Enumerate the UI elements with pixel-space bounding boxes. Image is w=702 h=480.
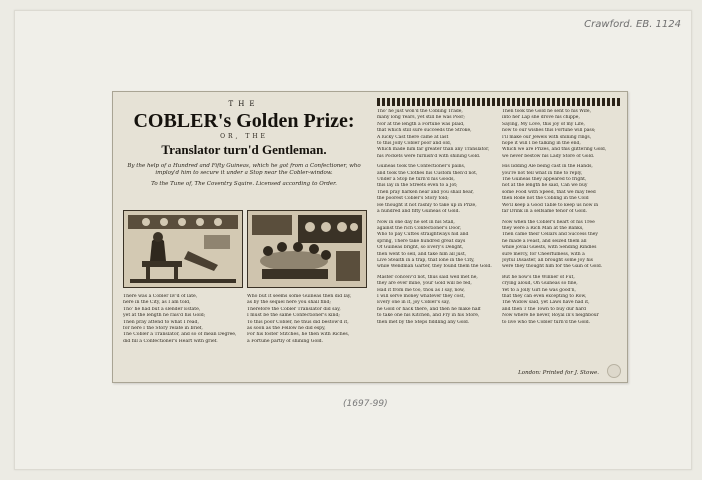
- verse-line: Then came their Cellars and Success they: [502, 232, 598, 238]
- verse-line: We'll keep a Good Table to keep us now in: [502, 202, 599, 208]
- stanza: [502, 164, 621, 215]
- verse-line: against the rich Confectioner's Door,: [377, 225, 462, 231]
- verse-line: he made a Feast, and seized them all: [502, 238, 587, 244]
- title-the: THE: [228, 100, 260, 108]
- verse-line: Who to pay Cuttes straightways hid and: [377, 232, 469, 238]
- verse-line: yet at the length he rais'd his Gold;: [123, 313, 206, 319]
- verse-line: I will serve money whatever they cost,: [377, 293, 465, 299]
- left-panel: [119, 98, 369, 374]
- title-subtitle: Translator turn'd Gentleman.: [161, 142, 327, 157]
- verse-line: A lucky Cast there came at last: [377, 134, 449, 140]
- verse-line: Who but it seems some Guineas then did lay,: [247, 294, 352, 299]
- collection-stamp: [607, 364, 621, 378]
- verse-line: His lidding Ale being cast in the Hands,: [502, 164, 593, 170]
- verse-line: for here I the Story relate in brief,: [123, 326, 203, 332]
- verse-line: while Wendman Garter, they found them the Gold.: [377, 264, 492, 270]
- verse-line: The Widow said, yet Laws have had it,: [502, 300, 590, 306]
- left-verse-column-b: [247, 294, 363, 345]
- verse-line: he Gold or hack there, and then he make half: [377, 306, 481, 312]
- verse-line: that which still sure succeeds the Stroke,: [377, 128, 472, 134]
- title-main: COBLER's Golden Prize:: [133, 110, 355, 132]
- pencil-reference: Crawford. EB. 1124: [584, 19, 681, 30]
- right-panel: [377, 98, 621, 374]
- verse-line: a hundred and fifty Guineas of Gold.: [377, 209, 460, 215]
- verse-line: spring, There take hundred great days: [377, 238, 466, 244]
- verse-line: Had it from me too, thou as I say, now,: [377, 287, 465, 293]
- verse-line: were they thought him for the Gain of Gold.: [502, 264, 603, 270]
- printer-ornament: [377, 98, 621, 106]
- verse-line: Which made him far greater than any Translator,: [377, 147, 490, 153]
- verse-line: and took the Clothes his Custom then'd not,: [377, 170, 478, 176]
- verse-line: Saying, My Love, this joy of my Life,: [502, 121, 585, 127]
- verse-line: Then took the Gold he sent to his Wife,: [502, 109, 592, 114]
- verse-line: as by the sequel here you shall find;: [247, 300, 331, 306]
- verse-line: hope it will I be talking in the end,: [502, 141, 581, 147]
- left-verse-column-a: [123, 294, 239, 345]
- verse-line: The Cobler a Translator, and so of mean Degree,: [123, 332, 237, 338]
- verse-line: they were a Rich Man at the Banks,: [502, 225, 584, 231]
- verse-line: to take one his Kitchen, and Fry in his Store,: [377, 313, 480, 319]
- verse-line: while jovial Guests, with Sending Rindles: [502, 245, 597, 251]
- verse-line: they are ever mine, your Gold will be fed,: [377, 281, 472, 287]
- verse-line: Joyful Disaster, all brought some Joy his: [502, 257, 593, 263]
- verse-line: I'll make our Jewels with shining rings,: [502, 134, 592, 140]
- stanza: [377, 109, 496, 160]
- stanza: [377, 220, 496, 271]
- verse-line: some Food with Speed, that we may feed: [502, 189, 596, 195]
- verse-line: as soon as the Fellow he did espy,: [247, 326, 326, 332]
- museum-mount: [14, 10, 692, 470]
- verse-line: here in the City, as I am told,: [123, 300, 191, 306]
- verse-line: then went to sell, and take him all just,: [377, 251, 467, 257]
- verse-line: Every one in it, joy Cobler's say,: [377, 300, 450, 306]
- verse-line: For his foster Stitches, he then with Riches,: [247, 332, 350, 338]
- verse-line: Tho' he had but a slender Estate,: [123, 306, 201, 312]
- verse-line: Live Stealth in a trap, that lone in the City,: [377, 257, 475, 263]
- imprint: London: Printed for J. Stowe.: [518, 370, 599, 376]
- verse-line: now to our wishes this Fortune will pass;: [502, 128, 596, 134]
- verse-line: Which we are Prizes, and this glittering Gold,: [502, 147, 607, 153]
- verse-line: I must be the same Confectioner's kind;: [247, 313, 340, 319]
- stanza: [502, 275, 621, 326]
- verse-line: you're not tell what in fine to reply,: [502, 170, 583, 176]
- verse-line: Nor at the length a Fortune was plaid,: [377, 121, 465, 127]
- verse-line: then Rode not the Cobling in the Cold: [502, 196, 589, 202]
- verse-line: Now in one day he set in his Stall,: [377, 219, 455, 225]
- woodcut-row: [123, 210, 365, 286]
- verse-line: into her Lap she drove his chippe,: [502, 115, 580, 121]
- verse-line: many long Years, yet still he was Poor;: [377, 115, 465, 121]
- verse-line: Now when the Cobler's heart of his Tree: [502, 219, 595, 225]
- verse-line: we never bestow his Lady Store of Gold.: [502, 153, 595, 159]
- verse-line: Tho' he just won'd the Cobling Trade,: [377, 109, 463, 114]
- verse-line: The Guineas they appeared to fright,: [502, 177, 587, 183]
- right-verse-column-b: [502, 109, 621, 330]
- stanza: [377, 275, 496, 326]
- cobbler-at-work-woodcut: [123, 210, 243, 288]
- verse-line: Now where he never, Royal in's neighbour: [502, 313, 599, 319]
- right-verses: [377, 109, 621, 369]
- title-or: OR, THE: [220, 133, 268, 140]
- verse-line: Then pray attend to what I read,: [123, 319, 199, 325]
- verse-line: then met by the Steps fiddling any Gold.: [377, 319, 470, 325]
- verse-line: to live who the Cobler turn'd the Gold.: [502, 319, 591, 325]
- left-verses: [123, 294, 365, 374]
- verse-line: Guineas took the Confectioner's pains,: [377, 164, 466, 170]
- verse-line: his Pockets were furnish'd with shining Gold.: [377, 153, 481, 159]
- verse-line: Therefore the Cobler Translator did say,: [247, 306, 341, 312]
- verse-line: a Fortune partly of shining Gold.: [247, 338, 324, 344]
- pencil-date: (1697-99): [343, 399, 388, 409]
- right-verse-column-a: [377, 109, 496, 330]
- verse-line: But he now's the Winner of Fut,: [502, 274, 575, 280]
- verse-line: Then pray harken near and you shall hear,: [377, 189, 474, 195]
- verse-line: Master conceiv'd not, thus said well met he,: [377, 274, 478, 280]
- title-description: By the help of a Hundred and Fifty Guineas, which he got from a Confectioner, who imploy'd him to secure it under a Stop near the Cobler-window.: [127, 163, 361, 176]
- verse-line: crying aloud, Oh Guineas so fine,: [502, 281, 578, 287]
- stanza: [377, 164, 496, 215]
- verse-line: There was a Cobler liv'd of late,: [123, 294, 198, 299]
- verse-line: Under a Stop he turn'd his Goods,: [377, 177, 455, 183]
- verse-line: this lay in the Streets even to a Jot;: [377, 183, 458, 189]
- verse-line: Yet to a Jolly Girl he was good'n,: [502, 287, 576, 293]
- verse-line: and then T the Town to buy dur hard: [502, 306, 587, 312]
- verse-line: sure mercy, for Cheerfulness, with a: [502, 251, 585, 257]
- verse-line: not at the length he said, Can we buy: [502, 183, 588, 189]
- verse-line: to this Jolly Cobler poor and old,: [377, 141, 452, 147]
- stanza: [502, 109, 621, 160]
- verse-line: Of Guineas bright, so Every's Delight,: [377, 245, 464, 251]
- verse-line: To this poor Cobler, he thus did bestow'd it,: [247, 319, 349, 325]
- broadside-sheet: [112, 91, 628, 383]
- tune-line: To the Tune of, The Coventry Squire. Licensed according to Order.: [151, 181, 337, 187]
- feasting-company-woodcut: [247, 210, 367, 288]
- verse-line: far Drink in a selfsame tenor of Gold.: [502, 209, 588, 215]
- verse-line: He thought it not rashly to take up in Prize,: [377, 202, 477, 208]
- verse-line: that they can even excepting to Row,: [502, 293, 587, 299]
- verse-line: did fill a Confectioner's Heart with grief.: [123, 338, 218, 344]
- verse-line: the poorest Cobler's Story told;: [377, 196, 449, 202]
- stanza: [502, 220, 621, 271]
